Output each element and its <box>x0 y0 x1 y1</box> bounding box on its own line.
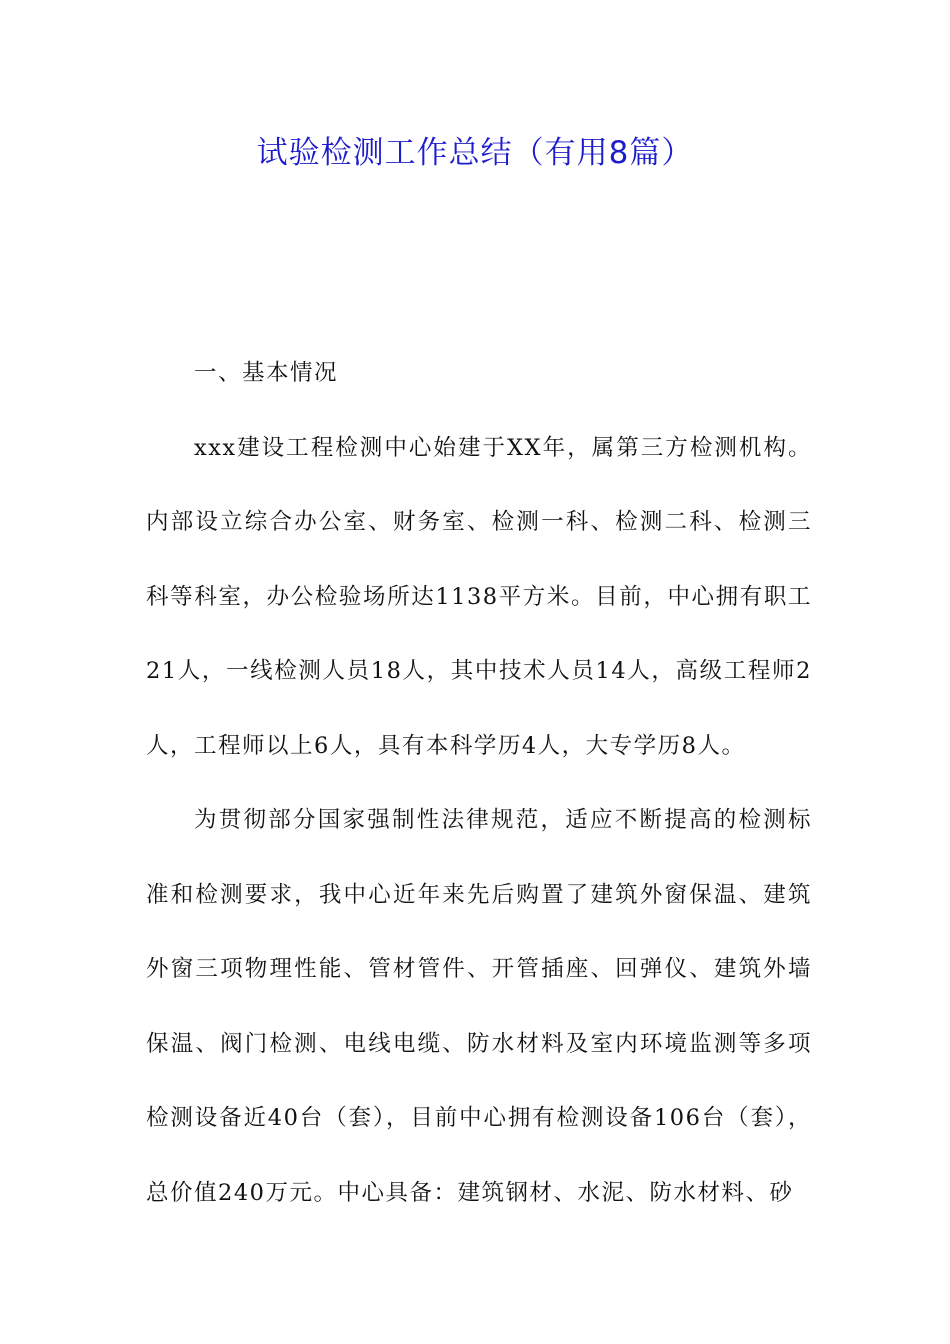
paragraph-equipment: 为贯彻部分国家强制性法律规范，适应不断提高的检测标准和检测要求，我中心近年来先后购置了建筑外窗保温、建筑外窗三项物理性能、管材管件、开管插座、回弹仪、建筑外墙保温、阀门检测、电线电缆、防水材料及室内环境监测等多项检测设备近40台（套），目前中心拥有检测设备106台（套），总价值240万元。中心具备：建筑钢材、水泥、防水材料、砂 <box>146 807 812 1206</box>
paragraph-basic-info: xxx建设工程检测中心始建于XX年，属第三方检测机构。内部设立综合办公室、财务室、检测一科、检测二科、检测三科等科室，办公检验场所达1138平方米。目前，中心拥有职工21人，一线检测人员18人，其中技术人员14人，高级工程师2人，工程师以上6人，具有本科学历4人，大专学历8人。 <box>146 434 812 759</box>
document-body <box>146 336 812 1230</box>
page-title: 试验检测工作总结（有用8篇） <box>256 135 694 171</box>
section-heading: 一、基本情况 <box>194 360 339 386</box>
